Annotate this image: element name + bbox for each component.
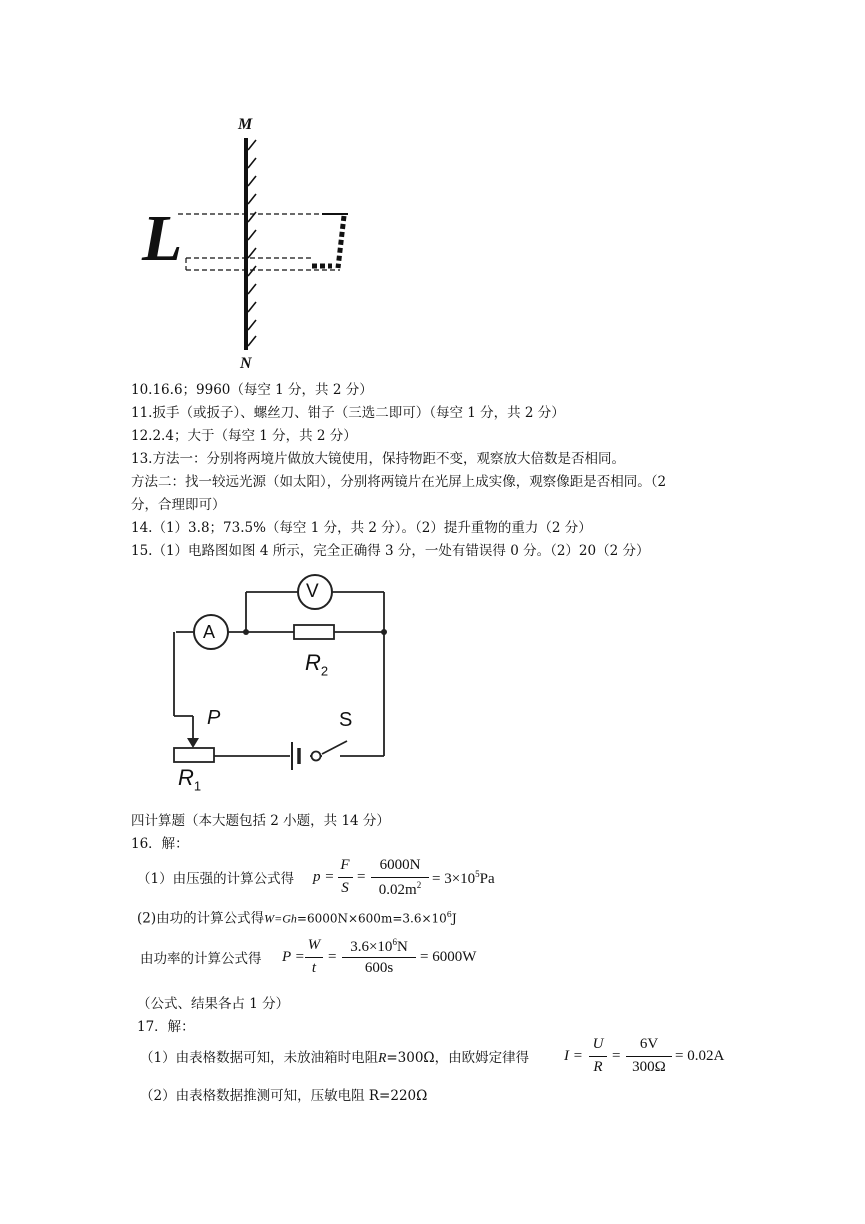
- q16-heading: 16．解：: [131, 836, 189, 852]
- switch-label: S: [339, 709, 353, 731]
- q17-frac-bar: [626, 1056, 672, 1057]
- q17-part2: （2）由表格数据推测可知，压敏电阻 R=220Ω: [140, 1088, 428, 1104]
- r2-sub: 2: [320, 663, 329, 679]
- r1-letter: R: [178, 765, 194, 790]
- q17-result: = 0.02A: [675, 1048, 725, 1064]
- q16-frac-S: S: [341, 880, 349, 896]
- q16-frac-num: 6000N: [379, 857, 421, 873]
- q16-part3-text: 由功率的计算公式得: [140, 951, 262, 967]
- q16-power-den: 600s: [364, 960, 394, 976]
- answer-q12: 12.2.4；大于（每空 1 分，共 2 分）: [131, 428, 357, 444]
- q16-frac-FS-bar: [338, 877, 353, 878]
- object-letter-l: L: [142, 202, 183, 275]
- q16-part3-var: P =: [282, 949, 305, 965]
- q17-frac-UR-bar: [589, 1056, 607, 1057]
- q16-frac-Wt-bar: [305, 957, 323, 958]
- q16-p-symbol: p: [313, 869, 321, 885]
- q16-result-unit: Pa: [479, 871, 495, 887]
- answer-q15: 15.（1）电路图如图 4 所示，完全正确得 3 分，一处有错误得 0 分。（2）20（2 分）: [131, 543, 650, 559]
- q16-note: （公式、结果各占 1 分）: [137, 996, 290, 1012]
- q16-frac-den: [371, 880, 429, 899]
- mirror-label-m: M: [238, 116, 253, 133]
- answer-q11: 11.扳手（或扳子）、螺丝刀、钳子（三选二即可）（每空 1 分，共 2 分）: [131, 405, 565, 421]
- q16-result-val: = 3×10: [432, 871, 476, 887]
- q16-power-result: = 6000W: [420, 949, 477, 965]
- answer-q13-line2: 方法二：找一较远光源（如太阳），分别将两镜片在光屏上成实像，观察像距是否相同。（2: [131, 474, 667, 490]
- q17-I-symbol: I: [564, 1048, 569, 1064]
- q17-part1: [140, 1049, 529, 1067]
- q16-part2-text: (2)由功的计算公式得: [137, 910, 265, 927]
- q17-R: R: [378, 1050, 387, 1065]
- mirror-label-n: N: [240, 355, 252, 372]
- q16-P-symbol: P: [282, 949, 291, 965]
- answer-q10: 10.16.6；9960（每空 1 分，共 2 分）: [131, 382, 373, 398]
- q16-part1-var: p =: [313, 869, 335, 885]
- q17-frac-num: 6V: [639, 1036, 659, 1052]
- r1-label: [178, 765, 201, 793]
- q16-part1-result: [432, 869, 495, 888]
- q17-eq: =: [612, 1048, 621, 1064]
- q17-part1-text: （1）由表格数据可知，未放油箱时电阻: [140, 1050, 379, 1066]
- q16-part2-formula: W=Gh: [264, 911, 297, 926]
- q16-frac-F: F: [340, 857, 350, 873]
- r2-letter: R: [305, 650, 321, 675]
- q16-frac-bar: [371, 877, 429, 878]
- answer-q13-line1: 13.方法一：分别将两境片做放大镜使用，保持物距不变，观察放大倍数是否相同。: [131, 451, 625, 467]
- q17-R-val: =300Ω，由欧姆定律得: [386, 1050, 530, 1066]
- q17-frac-U: U: [592, 1036, 604, 1052]
- q16-part2-sup: 6: [446, 910, 452, 919]
- ammeter-label: A: [203, 622, 216, 642]
- q17-frac-den: 300Ω: [632, 1059, 666, 1075]
- q16-frac-t: t: [311, 960, 317, 976]
- q17-I: I =: [564, 1048, 583, 1064]
- r2-label: [305, 650, 328, 678]
- q16-part2-unit: J: [451, 911, 457, 926]
- q16-part2: [137, 906, 457, 928]
- answer-q14: 14.（1）3.8；73.5%（每空 1 分，共 2 分）。（2）提升重物的重力（2 分）: [131, 520, 592, 536]
- voltmeter-label: V: [306, 581, 319, 602]
- q16-power-bar: [342, 957, 416, 958]
- q16-part1-text: （1）由压强的计算公式得: [137, 871, 295, 887]
- q16-frac-W: W: [307, 937, 321, 953]
- q16-power-num-sup: 6: [392, 937, 397, 947]
- q16-part2-rest: =6000N×600m=3.6×10: [296, 911, 447, 926]
- q16-eq1: =: [357, 869, 366, 885]
- q16-power-num-val: 3.6×10: [350, 939, 393, 955]
- q17-heading: 17．解：: [137, 1019, 195, 1035]
- q16-eq2: =: [328, 949, 337, 965]
- r1-sub: 1: [193, 778, 202, 794]
- q16-power-num: [342, 937, 416, 956]
- slider-label: P: [207, 707, 221, 729]
- q16-result-sup: 5: [475, 869, 480, 879]
- section4-title: 四计算题（本大题包括 2 小题，共 14 分）: [131, 813, 390, 829]
- q17-frac-R: R: [593, 1059, 603, 1075]
- q16-frac-den-val: 0.02m: [378, 882, 417, 898]
- q16-power-num-unit: N: [396, 939, 408, 955]
- q16-frac-den-sup: 2: [416, 880, 422, 890]
- answer-q13-line3: 分，合理即可）: [131, 497, 226, 513]
